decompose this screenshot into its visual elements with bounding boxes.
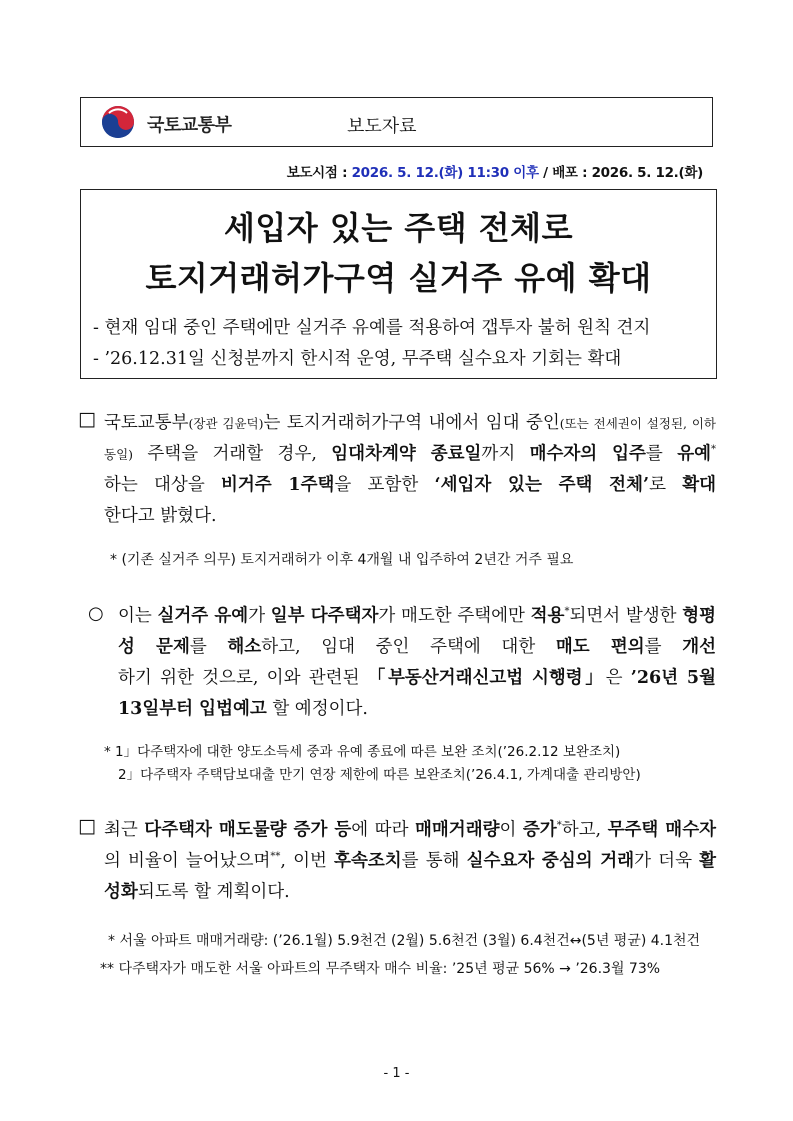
headline-line-2: 토지거래허가구역 실거주 유예 확대: [145, 259, 652, 297]
footnote-mark: **: [270, 851, 281, 863]
footnote: * (기존 실거주 의무) 토지거래허가 이후 4개월 내 입주하여 2년간 거주 필요: [110, 552, 574, 568]
text: 가 매도한 주택에만: [378, 606, 531, 626]
emphasis: 매도 편의: [555, 637, 645, 657]
text: 를: [644, 637, 683, 657]
emphasis: 후속조치: [334, 851, 402, 871]
text: 로: [649, 475, 683, 495]
footnote-mark: *: [564, 606, 570, 618]
emphasis: 임대차계약 종료일: [331, 444, 482, 464]
square-bullet-icon: □: [78, 815, 96, 837]
subheadline-2: - ’26.12.31일 신청분까지 한시적 운영, 무주택 실수요자 기회는 확대: [93, 349, 622, 369]
text: 은: [605, 668, 631, 688]
text: 를 통해: [401, 851, 467, 871]
ministry-name: 국토교통부: [147, 115, 232, 136]
text: 하기 위한 것으로, 이와 관련된: [118, 668, 368, 688]
footnote: * 1」다주택자에 대한 양도소득세 중과 유예 종료에 따른 보완 조치(’26.2.12 보완조치): [104, 744, 621, 760]
emphasis: 실수요자 중심의 거래: [466, 851, 635, 871]
release-time-value: 2026. 5. 12.(화) 11:30 이후: [351, 165, 539, 181]
paragraph-3: [104, 815, 716, 908]
text: 를: [645, 444, 678, 464]
emphasis: 증가: [522, 820, 557, 840]
text: (또는 전세권이 설정된, 이하 동일): [104, 416, 716, 462]
text: 을 포함한: [334, 475, 435, 495]
headline-line-1: 세입자 있는 주택 전체로: [223, 209, 574, 247]
emphasis: 활성화: [104, 851, 717, 902]
emphasis: 무주택 매수자: [607, 820, 717, 840]
emphasis: 형평성 문제: [118, 606, 717, 657]
text: 는 토지거래허가구역 내에서 임대 중인: [263, 413, 560, 433]
text: 가 더욱: [634, 851, 700, 871]
release-info: [287, 161, 703, 181]
text: 되면서 발생한: [569, 606, 683, 626]
text: 한다고 밝혔다.: [104, 506, 217, 526]
text: 이: [499, 820, 523, 840]
release-time-label: 보도시점 :: [286, 165, 352, 181]
text: 할 예정이다.: [266, 699, 368, 719]
footnote: 2」다주택자 주택담보대출 만기 연장 제한에 따른 보완조치(’26.4.1, 가계대출 관리방안): [118, 767, 641, 783]
footnote: * 서울 아파트 매매거래량: (’26.1월) 5.9천건 (2월) 5.6천건 (3월) 6.4천건↔(5년 평균) 4.1천건: [108, 933, 701, 949]
text: 를: [189, 637, 228, 657]
text: 주택을 거래할 경우,: [133, 444, 332, 464]
text: 까지: [481, 444, 530, 464]
text: 에 따라: [351, 820, 415, 840]
emphasis: ‘세입자 있는 주택 전체’: [434, 475, 650, 495]
emphasis: 실거주 유예: [157, 606, 249, 626]
text: 가: [248, 606, 271, 626]
emphasis: 일부 다주택자: [270, 606, 379, 626]
text: 되도록 할 계획이다.: [137, 882, 290, 902]
text: 최근: [104, 820, 145, 840]
text: (장관 김윤덕): [188, 416, 264, 431]
page-number: - 1 -: [383, 1066, 410, 1081]
text: 의 비율이 늘어났으며: [104, 851, 271, 871]
emphasis: 확대: [682, 475, 716, 495]
emphasis: 유예: [677, 444, 711, 464]
emphasis: 개선: [682, 637, 716, 657]
text: 이는: [118, 606, 158, 626]
text: 하고,: [561, 820, 608, 840]
emphasis: 비거주 1주택: [220, 475, 335, 495]
emphasis: 「부동산거래신고법 시행령」: [367, 668, 606, 688]
text: 하고, 임대 중인 주택에 대한: [261, 637, 556, 657]
subheadline-1: - 현재 임대 중인 주택에만 실거주 유예를 적용하여 갭투자 불허 원칙 견지: [93, 318, 651, 338]
taeguk-logo-icon: [100, 104, 136, 140]
footnote-mark: *: [556, 820, 562, 832]
emphasis: ’26년 5월 13일부터 입법예고: [118, 668, 717, 719]
footnote: ** 다주택자가 매도한 서울 아파트의 무주택자 매수 비율: ’25년 평균 56% → ’26.3월 73%: [100, 961, 661, 977]
text: , 이번: [280, 851, 335, 871]
text: 국토교통부: [104, 413, 189, 433]
paragraph-2: [118, 601, 716, 725]
circle-bullet-icon: ○: [88, 603, 104, 624]
paragraph-1: [104, 408, 716, 532]
distribution-info: / 배포 : 2026. 5. 12.(화): [538, 165, 703, 181]
square-bullet-icon: □: [78, 408, 96, 430]
doc-type-label: 보도자료: [347, 116, 417, 137]
emphasis: 매매거래량: [414, 820, 500, 840]
emphasis: 매수자의 입주: [529, 444, 646, 464]
emphasis: 해소: [227, 637, 262, 657]
emphasis: 다주택자 매도물량 증가 등: [144, 820, 352, 840]
footnote-mark: *: [711, 444, 716, 456]
text: 하는 대상을: [104, 475, 221, 495]
emphasis: 적용: [530, 606, 565, 626]
